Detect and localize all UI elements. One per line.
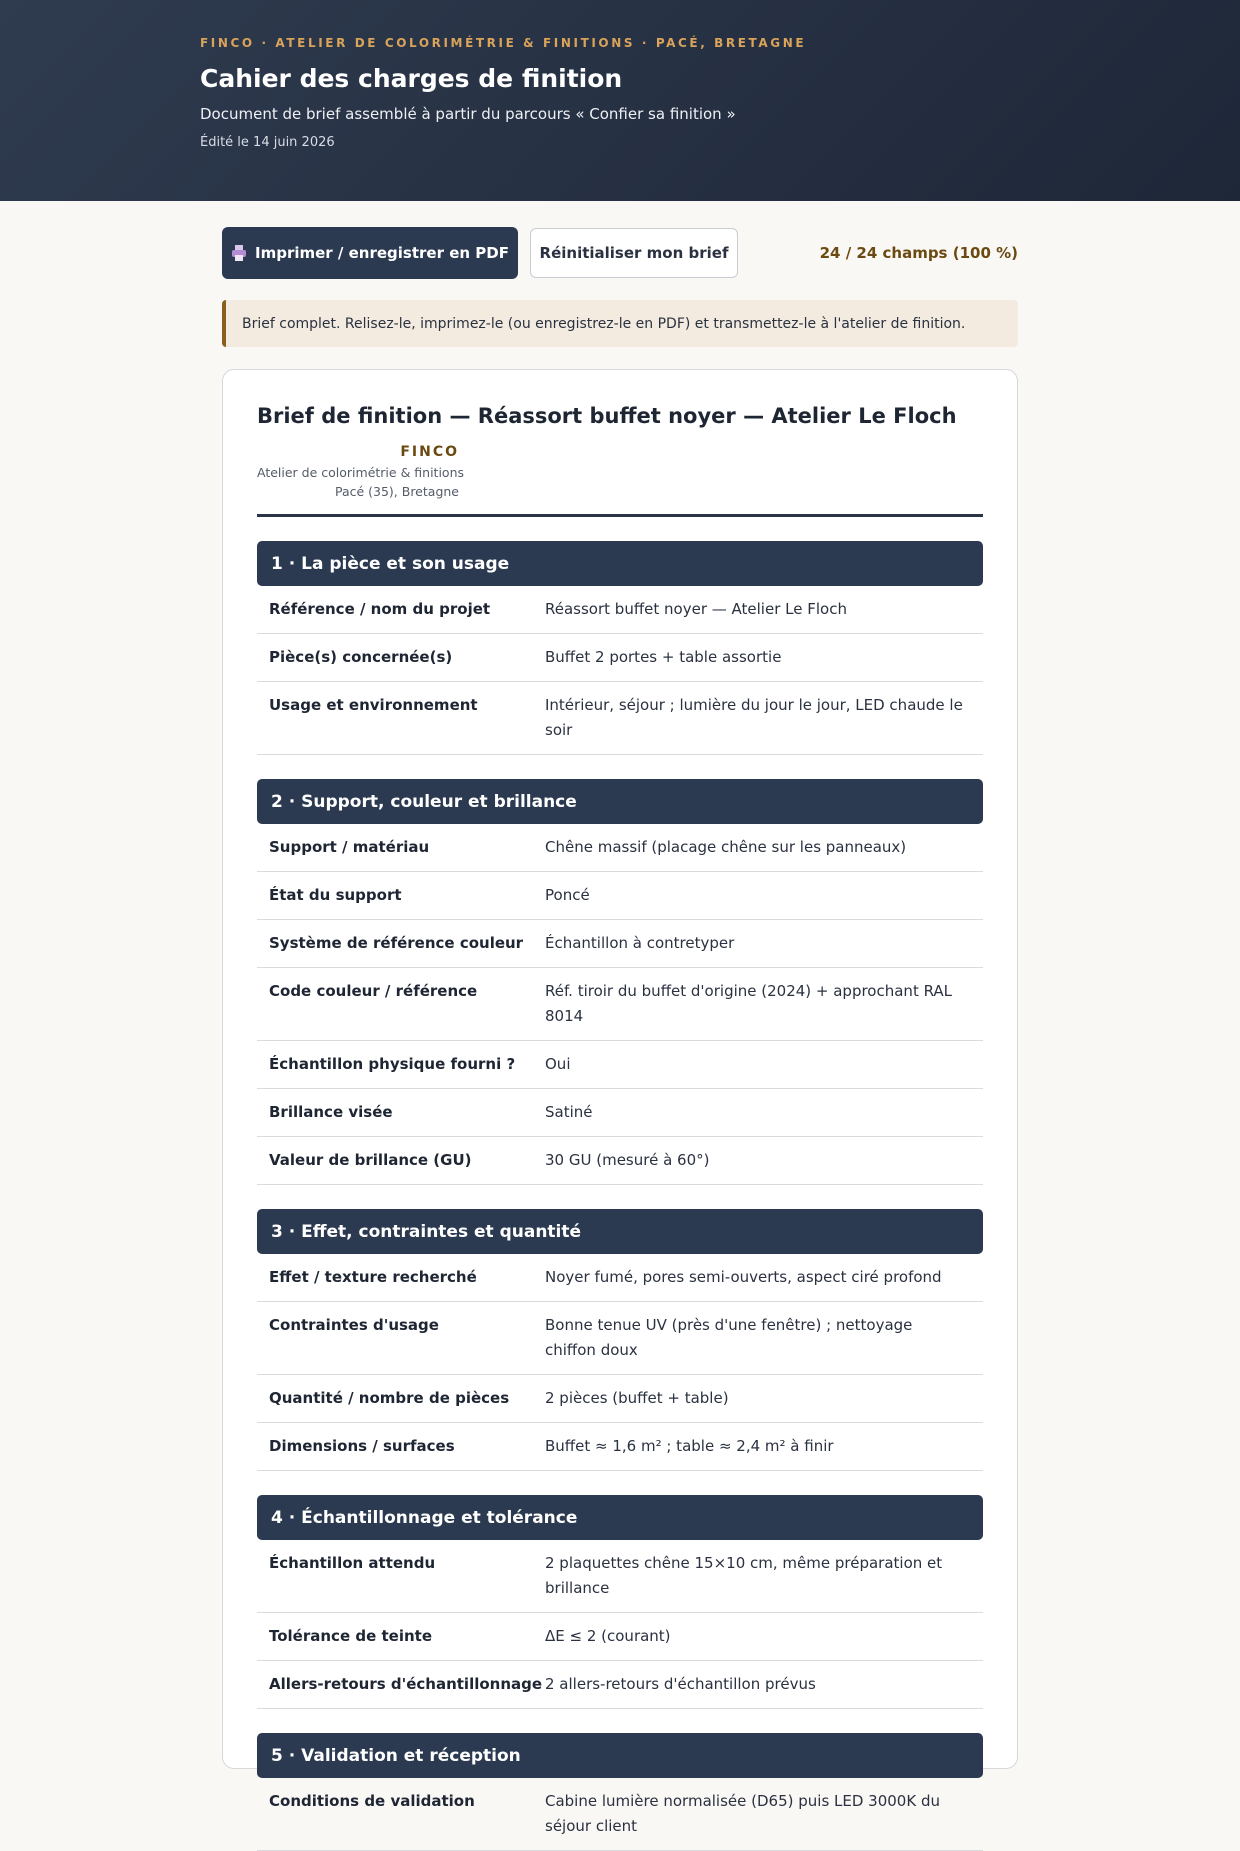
field-label: Brillance visée	[269, 1103, 393, 1121]
field-label: État du support	[269, 886, 402, 904]
brief-section	[257, 779, 983, 1185]
field-label: Quantité / nombre de pièces	[269, 1389, 510, 1407]
field-label: Conditions de validation	[269, 1792, 475, 1810]
field-row	[257, 1423, 983, 1471]
brief-sections	[257, 541, 983, 1851]
field-label: Dimensions / surfaces	[269, 1437, 455, 1455]
field-value: Échantillon à contretyper	[545, 934, 735, 952]
section-heading: 2 · Support, couleur et brillance	[257, 779, 983, 824]
toolbar	[222, 227, 1018, 279]
field-row	[257, 682, 983, 755]
header-eyebrow: FINCO · ATELIER DE COLORIMÉTRIE & FINITIONS · PACÉ, BRETAGNE	[200, 36, 807, 50]
field-value: 30 GU (mesuré à 60°)	[545, 1151, 710, 1169]
section-heading: 1 · La pièce et son usage	[257, 541, 983, 586]
field-label: Support / matériau	[269, 838, 430, 856]
field-value: 2 plaquettes chêne 15×10 cm, même préparation et brillance	[545, 1554, 943, 1597]
field-row	[257, 1540, 983, 1613]
field-value: Réassort buffet noyer — Atelier Le Floch	[545, 600, 847, 618]
field-row	[257, 1137, 983, 1185]
field-row	[257, 872, 983, 920]
org-description: Atelier de colorimétrie & finitions	[257, 465, 465, 480]
field-value: ΔE ≤ 2 (courant)	[545, 1627, 671, 1645]
field-label: Référence / nom du projet	[269, 600, 491, 618]
brief-section	[257, 1733, 983, 1851]
field-value: Poncé	[545, 886, 590, 904]
field-label: Allers-retours d'échantillonnage	[269, 1675, 543, 1693]
org-location: Pacé (35), Bretagne	[334, 484, 459, 499]
brief-section	[257, 1495, 983, 1709]
field-row	[257, 586, 983, 634]
section-heading: 5 · Validation et réception	[257, 1733, 983, 1778]
edit-date: Édité le 14 juin 2026	[200, 135, 335, 150]
field-row	[257, 1302, 983, 1375]
field-row	[257, 968, 983, 1041]
section-heading: 4 · Échantillonnage et tolérance	[257, 1495, 983, 1540]
brief-card	[222, 369, 1018, 1835]
page-title: Cahier des charges de finition	[200, 64, 623, 93]
brief-title: Brief de finition — Réassort buffet noyer — Atelier Le Floch	[257, 404, 957, 428]
field-value: Bonne tenue UV (près d'une fenêtre) ; nettoyage chiffon doux	[545, 1316, 913, 1359]
section-heading: 3 · Effet, contraintes et quantité	[257, 1209, 983, 1254]
main-content	[222, 227, 1018, 1835]
field-row	[257, 1613, 983, 1661]
field-value: 2 pièces (buffet + table)	[545, 1389, 729, 1407]
field-label: Code couleur / référence	[269, 982, 478, 1000]
field-label: Contraintes d'usage	[269, 1316, 439, 1334]
field-label: Échantillon attendu	[269, 1554, 436, 1572]
field-label: Usage et environnement	[269, 696, 478, 714]
print-button[interactable]	[222, 227, 518, 279]
divider	[257, 514, 983, 517]
field-label: Pièce(s) concernée(s)	[269, 648, 453, 666]
field-label: Effet / texture recherché	[269, 1268, 477, 1286]
field-row	[257, 1254, 983, 1302]
field-row	[257, 1661, 983, 1709]
field-row	[257, 1375, 983, 1423]
field-value: Satiné	[545, 1103, 593, 1121]
field-label: Échantillon physique fourni ?	[269, 1055, 516, 1073]
field-value: Buffet ≈ 1,6 m² ; table ≈ 2,4 m² à finir	[545, 1437, 834, 1455]
field-value: Chêne massif (placage chêne sur les panneaux)	[545, 838, 907, 856]
brief-section	[257, 541, 983, 755]
field-row	[257, 1778, 983, 1851]
org-name: FINCO	[400, 444, 459, 460]
field-value: Réf. tiroir du buffet d'origine (2024) + approchant RAL 8014	[545, 982, 953, 1025]
field-value: Buffet 2 portes + table assortie	[545, 648, 782, 666]
field-row	[257, 824, 983, 872]
print-button-label: Imprimer / enregistrer en PDF	[255, 244, 509, 262]
field-value: 2 allers-retours d'échantillon prévus	[545, 1675, 816, 1693]
field-row	[257, 920, 983, 968]
field-label: Tolérance de teinte	[269, 1627, 432, 1645]
field-row	[257, 1041, 983, 1089]
page-header	[0, 0, 1240, 201]
field-value: Intérieur, séjour ; lumière du jour le jour, LED chaude le soir	[545, 696, 963, 739]
field-label: Système de référence couleur	[269, 934, 524, 952]
completion-notice: Brief complet. Relisez-le, imprimez-le (ou enregistrez-le en PDF) et transmettez-le à l'atelier de finition.	[222, 300, 1018, 347]
fields-count: 24 / 24 champs (100 %)	[819, 244, 1018, 262]
page-subtitle: Document de brief assemblé à partir du parcours « Confier sa finition »	[200, 105, 736, 123]
brief-section	[257, 1209, 983, 1471]
org-block	[257, 444, 465, 514]
field-value: Cabine lumière normalisée (D65) puis LED 3000K du séjour client	[545, 1792, 940, 1835]
field-row	[257, 634, 983, 682]
field-row	[257, 1089, 983, 1137]
reset-brief-button[interactable]: Réinitialiser mon brief	[530, 228, 738, 278]
printer-icon	[231, 245, 247, 261]
field-value: Noyer fumé, pores semi-ouverts, aspect ciré profond	[545, 1268, 942, 1286]
field-label: Valeur de brillance (GU)	[269, 1151, 472, 1169]
field-value: Oui	[545, 1055, 571, 1073]
